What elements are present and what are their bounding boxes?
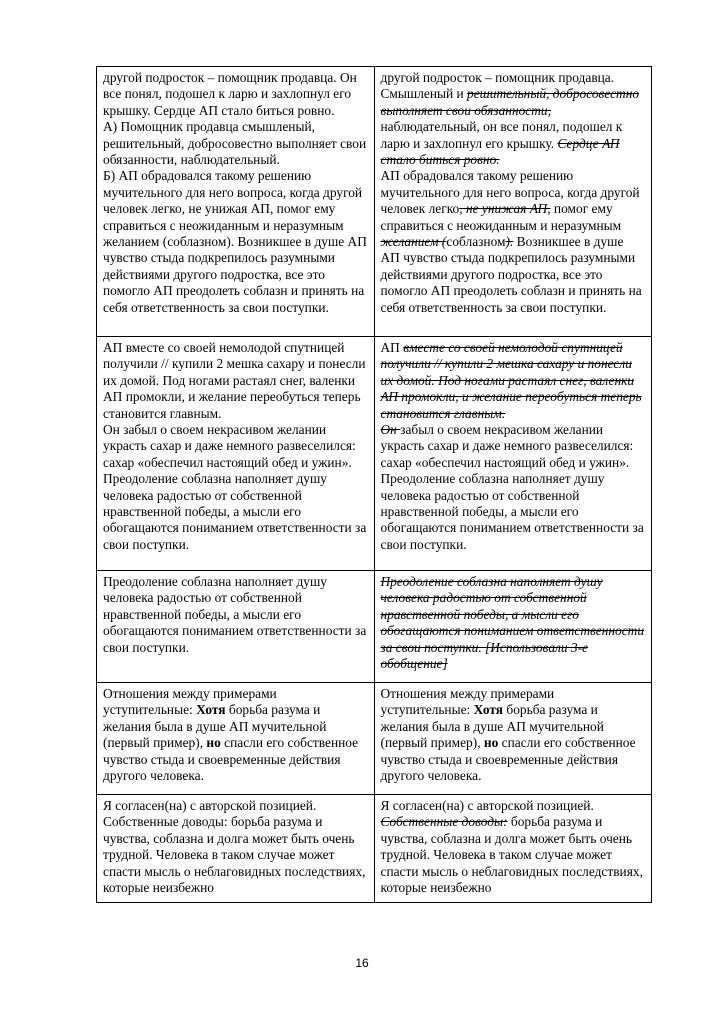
cell-text: Отношения между примерами уступительные: xyxy=(380,686,555,718)
cell-text: Он забыл о своем некрасивом желании украсть сахар и даже немного развеселился: сахар «обеспечил настоящий обед и ужин». Преодоление соблазна наполняет душу человека радостью от собственной нравственной победы, а мысли его обогащаются пониманием ответственности за свои поступки. xyxy=(103,422,367,552)
edited-text-cell xyxy=(374,67,652,337)
cell-text: Отношения между примерами уступительные: xyxy=(103,686,277,718)
struck-text: решительный, добросовестно выполняет свои обязанности, xyxy=(380,86,640,118)
cell-text: борьба разума и чувства, соблазна и долга может быть очень трудной. Человека в таком случае может спасти мысль о неблаговидных последствиях, которые неизбежно xyxy=(380,814,643,896)
bold-text: Хотя xyxy=(196,702,226,718)
struck-text: желанием ( xyxy=(380,234,447,250)
cell-text: Б) АП обрадовался такому решению мучительного для него вопроса, когда другой человек легко, не унижая АП, помог ему справиться с неожиданным и неразумным желанием (соблазном). Возникшее в душе АП чувство стыда подкрепилось разумными действиями другого подростка, все это помогло АП преодолеть соблазн и принять на себя ответственность за свои поступки. xyxy=(103,168,367,315)
cell-text: спасли его собственное чувство стыда и своевременные действия другого человека. xyxy=(380,735,636,784)
original-text-cell xyxy=(97,67,375,337)
struck-text: Преодоление соблазна наполняет душу человека радостью от собственной нравственной победы, а мысли его обогащаются пониманием ответственности за свои поступки. [Использовали 3-е обобщение] xyxy=(380,574,645,672)
cell-text: другой подросток – помощник продавца. Он все понял, подошел к ларю и захлопнул его крышку. Сердце АП стало биться ровно. xyxy=(103,70,357,118)
cell-text: Я согласен(на) с авторской позицией. xyxy=(380,798,594,813)
table-row xyxy=(97,67,652,337)
table-body xyxy=(97,67,652,903)
bold-text: но xyxy=(483,735,499,751)
original-text-cell xyxy=(97,571,375,683)
bold-text: Хотя xyxy=(473,702,504,718)
original-text-cell xyxy=(97,795,375,903)
original-text-cell xyxy=(97,683,375,795)
cell-text: АП xyxy=(380,340,404,355)
struck-text: , не унижая АП, xyxy=(459,201,551,217)
cell-text: АП обрадовался такому решению мучительного для него вопроса, когда другой человек легко xyxy=(380,168,640,217)
struck-text: вместе со своей немолодой спутницей получили // купили 2 мешка сахару и понесли их домой. Под ногами растаял снег, валенки АП промокли, и желание переобуться теперь становится главным. xyxy=(380,340,642,421)
cell-text: помог ему справиться с неожиданным и неразумным xyxy=(380,201,622,233)
cell-text: другой подросток – помощник продавца. Смышленый и xyxy=(380,70,615,102)
edited-text-cell xyxy=(374,571,652,683)
cell-text: Я согласен(на) с авторской позицией. Собственные доводы: борьба разума и чувства, соблазна и долга может быть очень трудной. Человека в таком случае может спасти мысль о неблаговидных последствиях, которые неизбежно xyxy=(103,798,366,896)
cell-text: соблазном xyxy=(446,234,506,250)
table-row xyxy=(97,571,652,683)
table-row xyxy=(97,683,652,795)
original-text-cell xyxy=(97,337,375,571)
cell-text: забыл о своем некрасивом желании украсть сахар и даже немного развеселился: сахар «обеспечил настоящий обед и ужин». Преодоление соблазна наполняет душу человека радостью от собственной нравственной победы, а мысли его обогащаются пониманием ответственности за свои поступки. xyxy=(380,422,644,552)
cell-text: борьба разума и желания была в душе АП мучительной (первый пример), xyxy=(103,702,327,751)
table-row xyxy=(97,795,652,903)
table-row xyxy=(97,337,652,571)
cell-text: наблюдательный, он все понял, подошел к ларю и захлопнул его крышку. xyxy=(380,119,623,151)
cell-text: АП вместе со своей немолодой спутницей получили // купили 2 мешка сахару и понесли их домой. Под ногами растаял снег, валенки АП промокли, и желание переобуться теперь становится главным. xyxy=(103,340,366,421)
edited-text-cell xyxy=(374,683,652,795)
edited-text-cell xyxy=(374,795,652,903)
cell-text: Возникшее в душе АП чувство стыда подкрепилось разумными действиями другого подростка, все это помогло АП преодолеть соблазн и принять на себя ответственность за свои поступки. xyxy=(380,234,642,315)
struck-text: Собственные доводы: xyxy=(380,814,508,830)
struck-text: Он xyxy=(380,422,401,438)
comparison-table xyxy=(96,66,652,903)
cell-text: А) Помощник продавца смышленый, решительный, добросовестно выполняет свои обязанности, наблюдательный. xyxy=(103,119,367,168)
struck-text: ). xyxy=(505,234,514,250)
struck-text: Сердце АП стало биться ровно. xyxy=(380,135,620,168)
edited-text-cell xyxy=(374,337,652,571)
cell-text: спасли его собственное чувство стыда и своевременные действия другого человека. xyxy=(103,735,359,784)
page-number: 16 xyxy=(355,956,369,970)
cell-text: Преодоление соблазна наполняет душу человека радостью от собственной нравственной победы, а мысли его обогащаются пониманием ответственности за свои поступки. xyxy=(103,574,367,655)
bold-text: но xyxy=(206,735,221,751)
cell-text: борьба разума и желания была в душе АП мучительной (первый пример), xyxy=(380,702,604,751)
